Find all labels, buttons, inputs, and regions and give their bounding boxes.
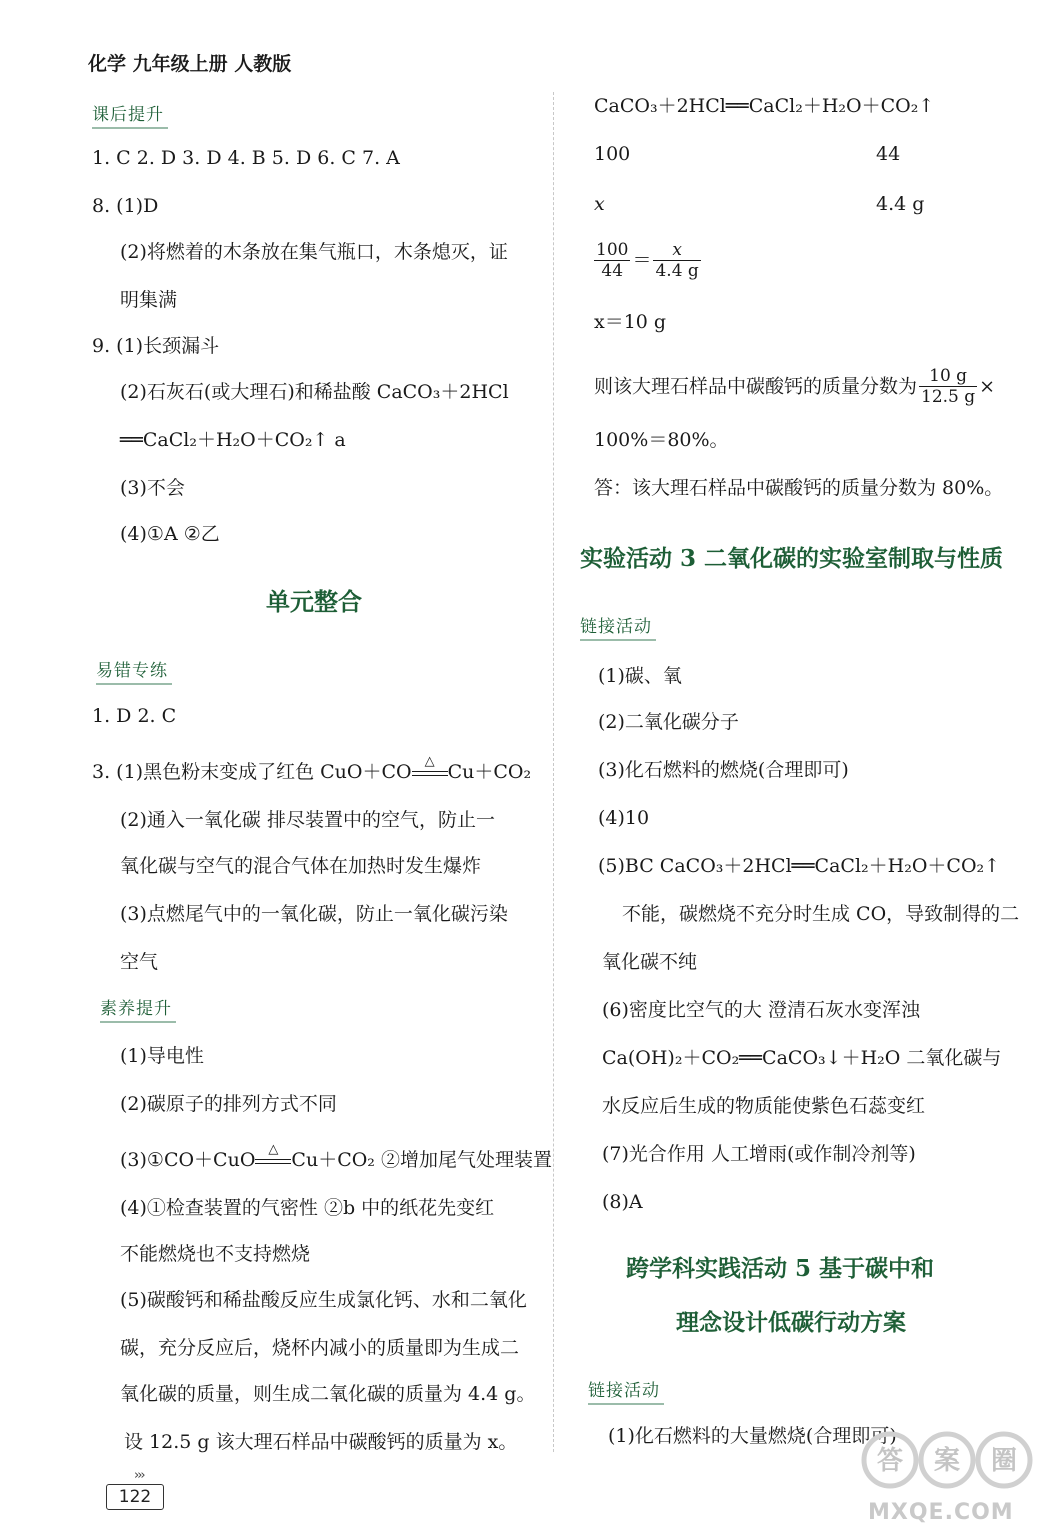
equation-text: (3)①CO＋CuO [120,1149,256,1171]
proportion-equation: $\frac{100}{44}$ ＝ $\frac{x}{4.4 g}$ [596,240,699,281]
answer-line: (2)通入一氧化碳 排尽装置中的空气，防止一 [120,809,495,831]
page-number: 122 [106,1484,164,1510]
answer-line: (2)石灰石(或大理石)和稀盐酸 CaCO₃＋2HCl [120,381,509,403]
heating-condition [412,754,448,784]
answer-line: (2)二氧化碳分子 [598,711,739,733]
answer-line: (2)碳原子的排列方式不同 [120,1093,337,1115]
answer-line: 不能燃烧也不支持燃烧 [120,1243,311,1265]
equation-text: Cu＋CO₂ [447,761,532,783]
column-divider [553,92,554,1452]
answer-line: 不能，碳燃烧不充分时生成 CO，导致制得的二 [622,903,1020,925]
answer-line: (4)10 [598,807,650,829]
ratio-value: 100 [594,143,631,165]
ratio-value: 44 [876,143,901,165]
activity-5-heading: 跨学科实践活动 5 基于碳中和 [626,1255,935,1282]
fraction: $\frac{10 g}{12.5 g}$ [921,366,976,407]
activity-5-heading-line2: 理念设计低碳行动方案 [676,1309,906,1336]
equation-line: CaCO₃＋2HCl══CaCl₂＋H₂O＋CO₂↑ [594,95,935,117]
answer-line: 设 12.5 g 该大理石样品中碳酸钙的质量为 x。 [124,1431,518,1453]
answer-line: (3)不会 [120,477,185,499]
watermark-char: 答 [876,1446,904,1476]
section-label-error-practice: 易错专练 [96,656,172,685]
answer-line: (2)将燃着的木条放在集气瓶口，木条熄灭，证 [120,241,508,263]
watermark-url: MXQE.COM [868,1500,1014,1525]
answer-line: x＝10 g [594,311,667,333]
page-arrow-icon: ››› [134,1468,144,1483]
answer-line: 1. C 2. D 3. D 4. B 5. D 6. C 7. A [92,147,400,169]
triangle-icon: △ [268,1142,279,1157]
activity-3-heading: 实验活动 3 二氧化碳的实验室制取与性质 [580,545,1004,572]
answer-line: (6)密度比空气的大 澄清石灰水变浑浊 [602,999,920,1021]
answer-line: 氧化碳与空气的混合气体在加热时发生爆炸 [120,855,482,877]
answer-line: (1)化石燃料的大量燃烧(合理即可) [608,1425,897,1447]
answer-line: 1. D 2. C [92,705,177,727]
equation-text: Cu＋CO₂ ②增加尾气处理装置 [291,1149,552,1171]
answer-line: 氧化碳的质量，则生成二氧化碳的质量为 4.4 g。 [120,1383,536,1405]
answer-line [92,754,532,784]
answer-line: (7)光合作用 人工增雨(或作制冷剂等) [602,1143,916,1165]
answer-line: (3)化石燃料的燃烧(合理即可) [598,759,849,781]
answer-line: 9. (1)长颈漏斗 [92,335,220,357]
answer-line: 8. (1)D [92,195,159,217]
watermark-char: 案 [933,1446,961,1476]
fraction: $\frac{100}{44}$ [596,240,629,281]
ratio-value: 4.4 g [876,193,925,215]
section-label-link-activity: 链接活动 [580,612,656,641]
ratio-value: x [594,193,605,215]
answer-line: (5)BC CaCO₃＋2HCl══CaCl₂＋H₂O＋CO₂↑ [598,855,1001,877]
answer-line: 100%＝80%。 [594,429,729,451]
answer-line: 碳，充分反应后，烧杯内减小的质量即为生成二 [120,1337,520,1359]
answer-line: (5)碳酸钙和稀盐酸反应生成氯化钙、水和二氧化 [120,1289,527,1311]
answer-line: 空气 [120,951,159,973]
answer-line: (1)碳、氧 [598,665,682,687]
answer-line: Ca(OH)₂＋CO₂══CaCO₃↓＋H₂O 二氧化碳与 [602,1047,1002,1069]
equation-text: 3. (1)黑色粉末变成了红色 CuO＋CO [92,761,412,783]
answer-line: (4)①检查装置的气密性 ②b 中的纸花先变红 [120,1197,495,1219]
triangle-icon: △ [424,754,435,769]
answer-line [120,1142,552,1172]
answer-line: (8)A [602,1191,643,1213]
section-label-literacy: 素养提升 [100,994,176,1023]
fraction: $\frac{x}{4.4 g}$ [655,240,699,281]
section-label-link-activity: 链接活动 [588,1376,664,1405]
heating-condition [255,1142,291,1172]
page-header: 化学 九年级上册 人教版 [88,53,292,75]
answer-line: 氧化碳不纯 [602,951,698,973]
watermark-char: 圈 [990,1446,1018,1476]
answer-line: (1)导电性 [120,1045,204,1067]
answer-line: ══CaCl₂＋H₂O＋CO₂↑ a [120,429,346,451]
answer-line: (3)点燃尾气中的一氧化碳，防止一氧化碳污染 [120,903,508,925]
answer-line: 明集满 [120,289,178,311]
answer-line: (4)①A ②乙 [120,523,220,545]
section-label-after-class: 课后提升 [92,100,168,129]
answer-line: 答：该大理石样品中碳酸钙的质量分数为 80%。 [594,477,1004,499]
unit-summary-heading: 单元整合 [266,587,362,616]
answer-line: 则该大理石样品中碳酸钙的质量分数为 $\frac{10 g}{12.5 g}$ × [594,366,996,407]
answer-line: 水反应后生成的物质能使紫色石蕊变红 [602,1095,926,1117]
